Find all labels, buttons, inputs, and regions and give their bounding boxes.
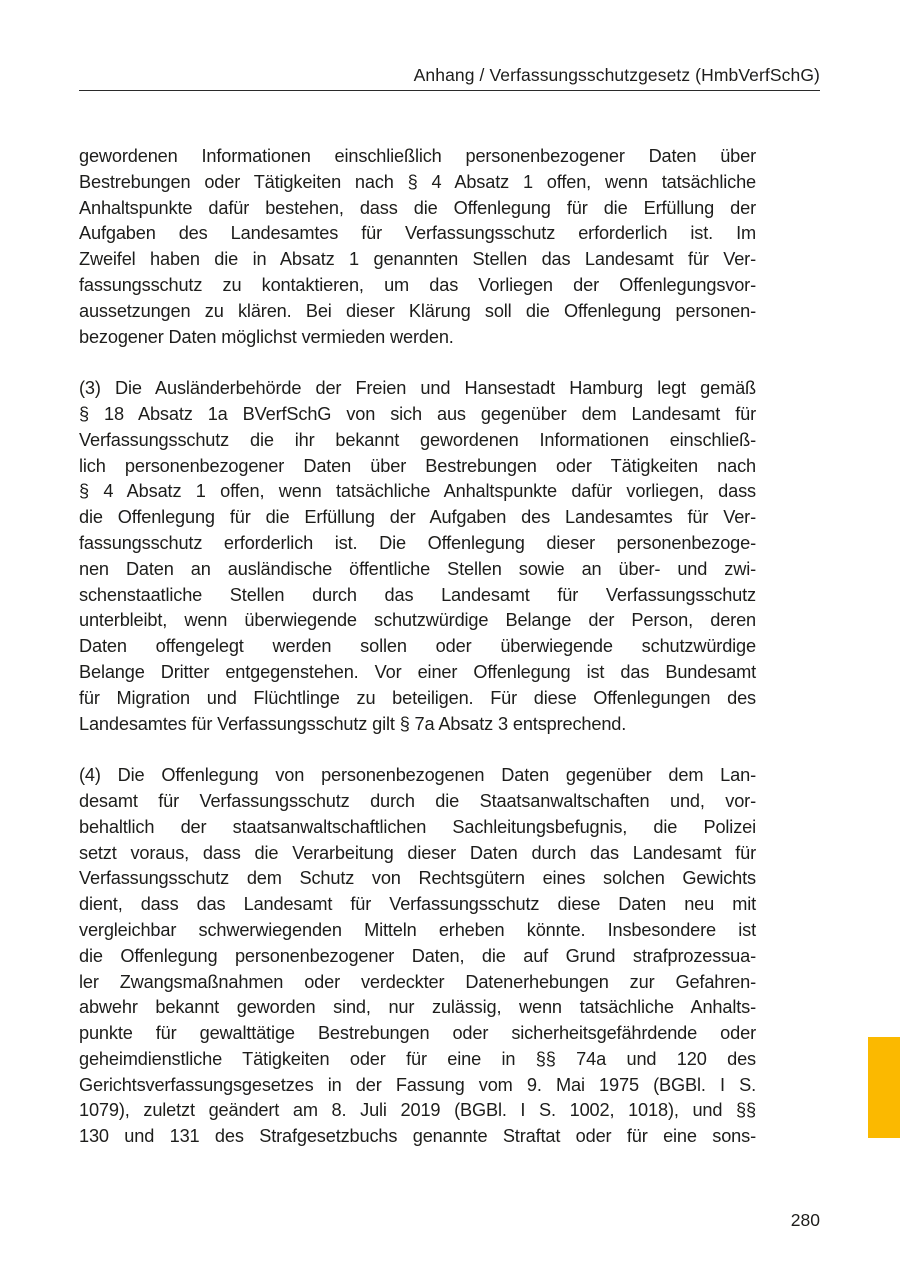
text-line: setzt voraus, dass die Verarbeitung dieser Daten durch das Landesamt für [79, 842, 756, 863]
text-line: Zweifel haben die in Absatz 1 genannten Stellen das Landesamt für Ver- [79, 249, 756, 270]
chapter-thumb-tab [868, 1037, 900, 1138]
text-line: aussetzungen zu klären. Bei dieser Klärung soll die Offenlegung personen- [79, 300, 756, 321]
text-line: 1079), zuletzt geändert am 8. Juli 2019 (BGBl. I S. 1002, 1018), und §§ [79, 1100, 756, 1121]
text-line: Verfassungsschutz die ihr bekannt gewordenen Informationen einschließ- [79, 429, 756, 450]
text-line: die Offenlegung personenbezogener Daten, die auf Grund strafprozessua- [79, 945, 756, 966]
text-line: (3) Die Ausländerbehörde der Freien und Hansestadt Hamburg legt gemäß [79, 378, 756, 399]
text-line: abwehr bekannt geworden sind, nur zulässig, wenn tatsächliche Anhalts- [79, 997, 756, 1018]
text-line: § 4 Absatz 1 offen, wenn tatsächliche Anhaltspunkte dafür vorliegen, dass [79, 481, 756, 502]
text-line: Belange Dritter entgegenstehen. Vor einer Offenlegung ist das Bundesamt [79, 661, 756, 682]
paragraph-4 [79, 763, 756, 1150]
text-line: geheimdienstliche Tätigkeiten oder für eine in §§ 74a und 120 des [79, 1048, 756, 1069]
paragraph-3 [79, 376, 756, 737]
text-line: Gerichtsverfassungsgesetzes in der Fassung vom 9. Mai 1975 (BGBl. I S. [79, 1074, 756, 1095]
text-line: fassungsschutz erforderlich ist. Die Offenlegung dieser personenbezoge- [79, 532, 756, 553]
paragraph-2-continuation [79, 144, 756, 350]
text-line: Daten offengelegt werden sollen oder überwiegende schutzwürdige [79, 636, 756, 657]
text-line: Bestrebungen oder Tätigkeiten nach § 4 Absatz 1 offen, wenn tatsächliche [79, 171, 756, 192]
text-line: dient, dass das Landesamt für Verfassungsschutz diese Daten neu mit [79, 894, 756, 915]
page-number: 280 [790, 1210, 820, 1230]
text-line: lich personenbezogener Daten über Bestrebungen oder Tätigkeiten nach [79, 455, 756, 476]
text-line: 130 und 131 des Strafgesetzbuchs genannte Straftat oder für eine sons- [79, 1126, 756, 1147]
text-line: nen Daten an ausländische öffentliche Stellen sowie an über- und zwi- [79, 558, 756, 579]
running-header [79, 62, 820, 91]
text-line: ler Zwangsmaßnahmen oder verdeckter Datenerhebungen zur Gefahren- [79, 971, 756, 992]
header-title: Anhang / Verfassungsschutzgesetz (HmbVerfSchG) [413, 65, 820, 85]
text-line: die Offenlegung für die Erfüllung der Aufgaben des Landesamtes für Ver- [79, 507, 756, 528]
text-line: unterbleibt, wenn überwiegende schutzwürdige Belange der Person, deren [79, 610, 756, 631]
text-line: Landesamtes für Verfassungsschutz gilt § 7a Absatz 3 entsprechend. [79, 713, 627, 734]
text-line: punkte für gewalttätige Bestrebungen oder sicherheitsgefährdende oder [79, 1023, 756, 1044]
text-line: bezogener Daten möglichst vermieden werden. [79, 326, 454, 347]
text-line: vergleichbar schwerwiegenden Mitteln erheben könnte. Insbesondere ist [79, 919, 756, 940]
text-line: Aufgaben des Landesamtes für Verfassungsschutz erforderlich ist. Im [79, 223, 756, 244]
text-line: behaltlich der staatsanwaltschaftlichen Sachleitungsbefugnis, die Polizei [79, 816, 756, 837]
text-line: gewordenen Informationen einschließlich personenbezogener Daten über [79, 146, 756, 166]
text-line: schenstaatliche Stellen durch das Landesamt für Verfassungsschutz [79, 584, 756, 605]
text-line: fassungsschutz zu kontaktieren, um das Vorliegen der Offenlegungsvor- [79, 274, 756, 295]
text-line: (4) Die Offenlegung von personenbezogenen Daten gegenüber dem Lan- [79, 765, 756, 786]
text-line: Anhaltspunkte dafür bestehen, dass die Offenlegung für die Erfüllung der [79, 197, 756, 218]
text-line: Verfassungsschutz dem Schutz von Rechtsgütern eines solchen Gewichts [79, 868, 756, 889]
text-line: für Migration und Flüchtlinge zu beteiligen. Für diese Offenlegungen des [79, 687, 756, 708]
text-line: § 18 Absatz 1a BVerfSchG von sich aus gegenüber dem Landesamt für [79, 403, 756, 424]
body-text [79, 144, 756, 1176]
text-line: desamt für Verfassungsschutz durch die Staatsanwaltschaften und, vor- [79, 790, 756, 811]
